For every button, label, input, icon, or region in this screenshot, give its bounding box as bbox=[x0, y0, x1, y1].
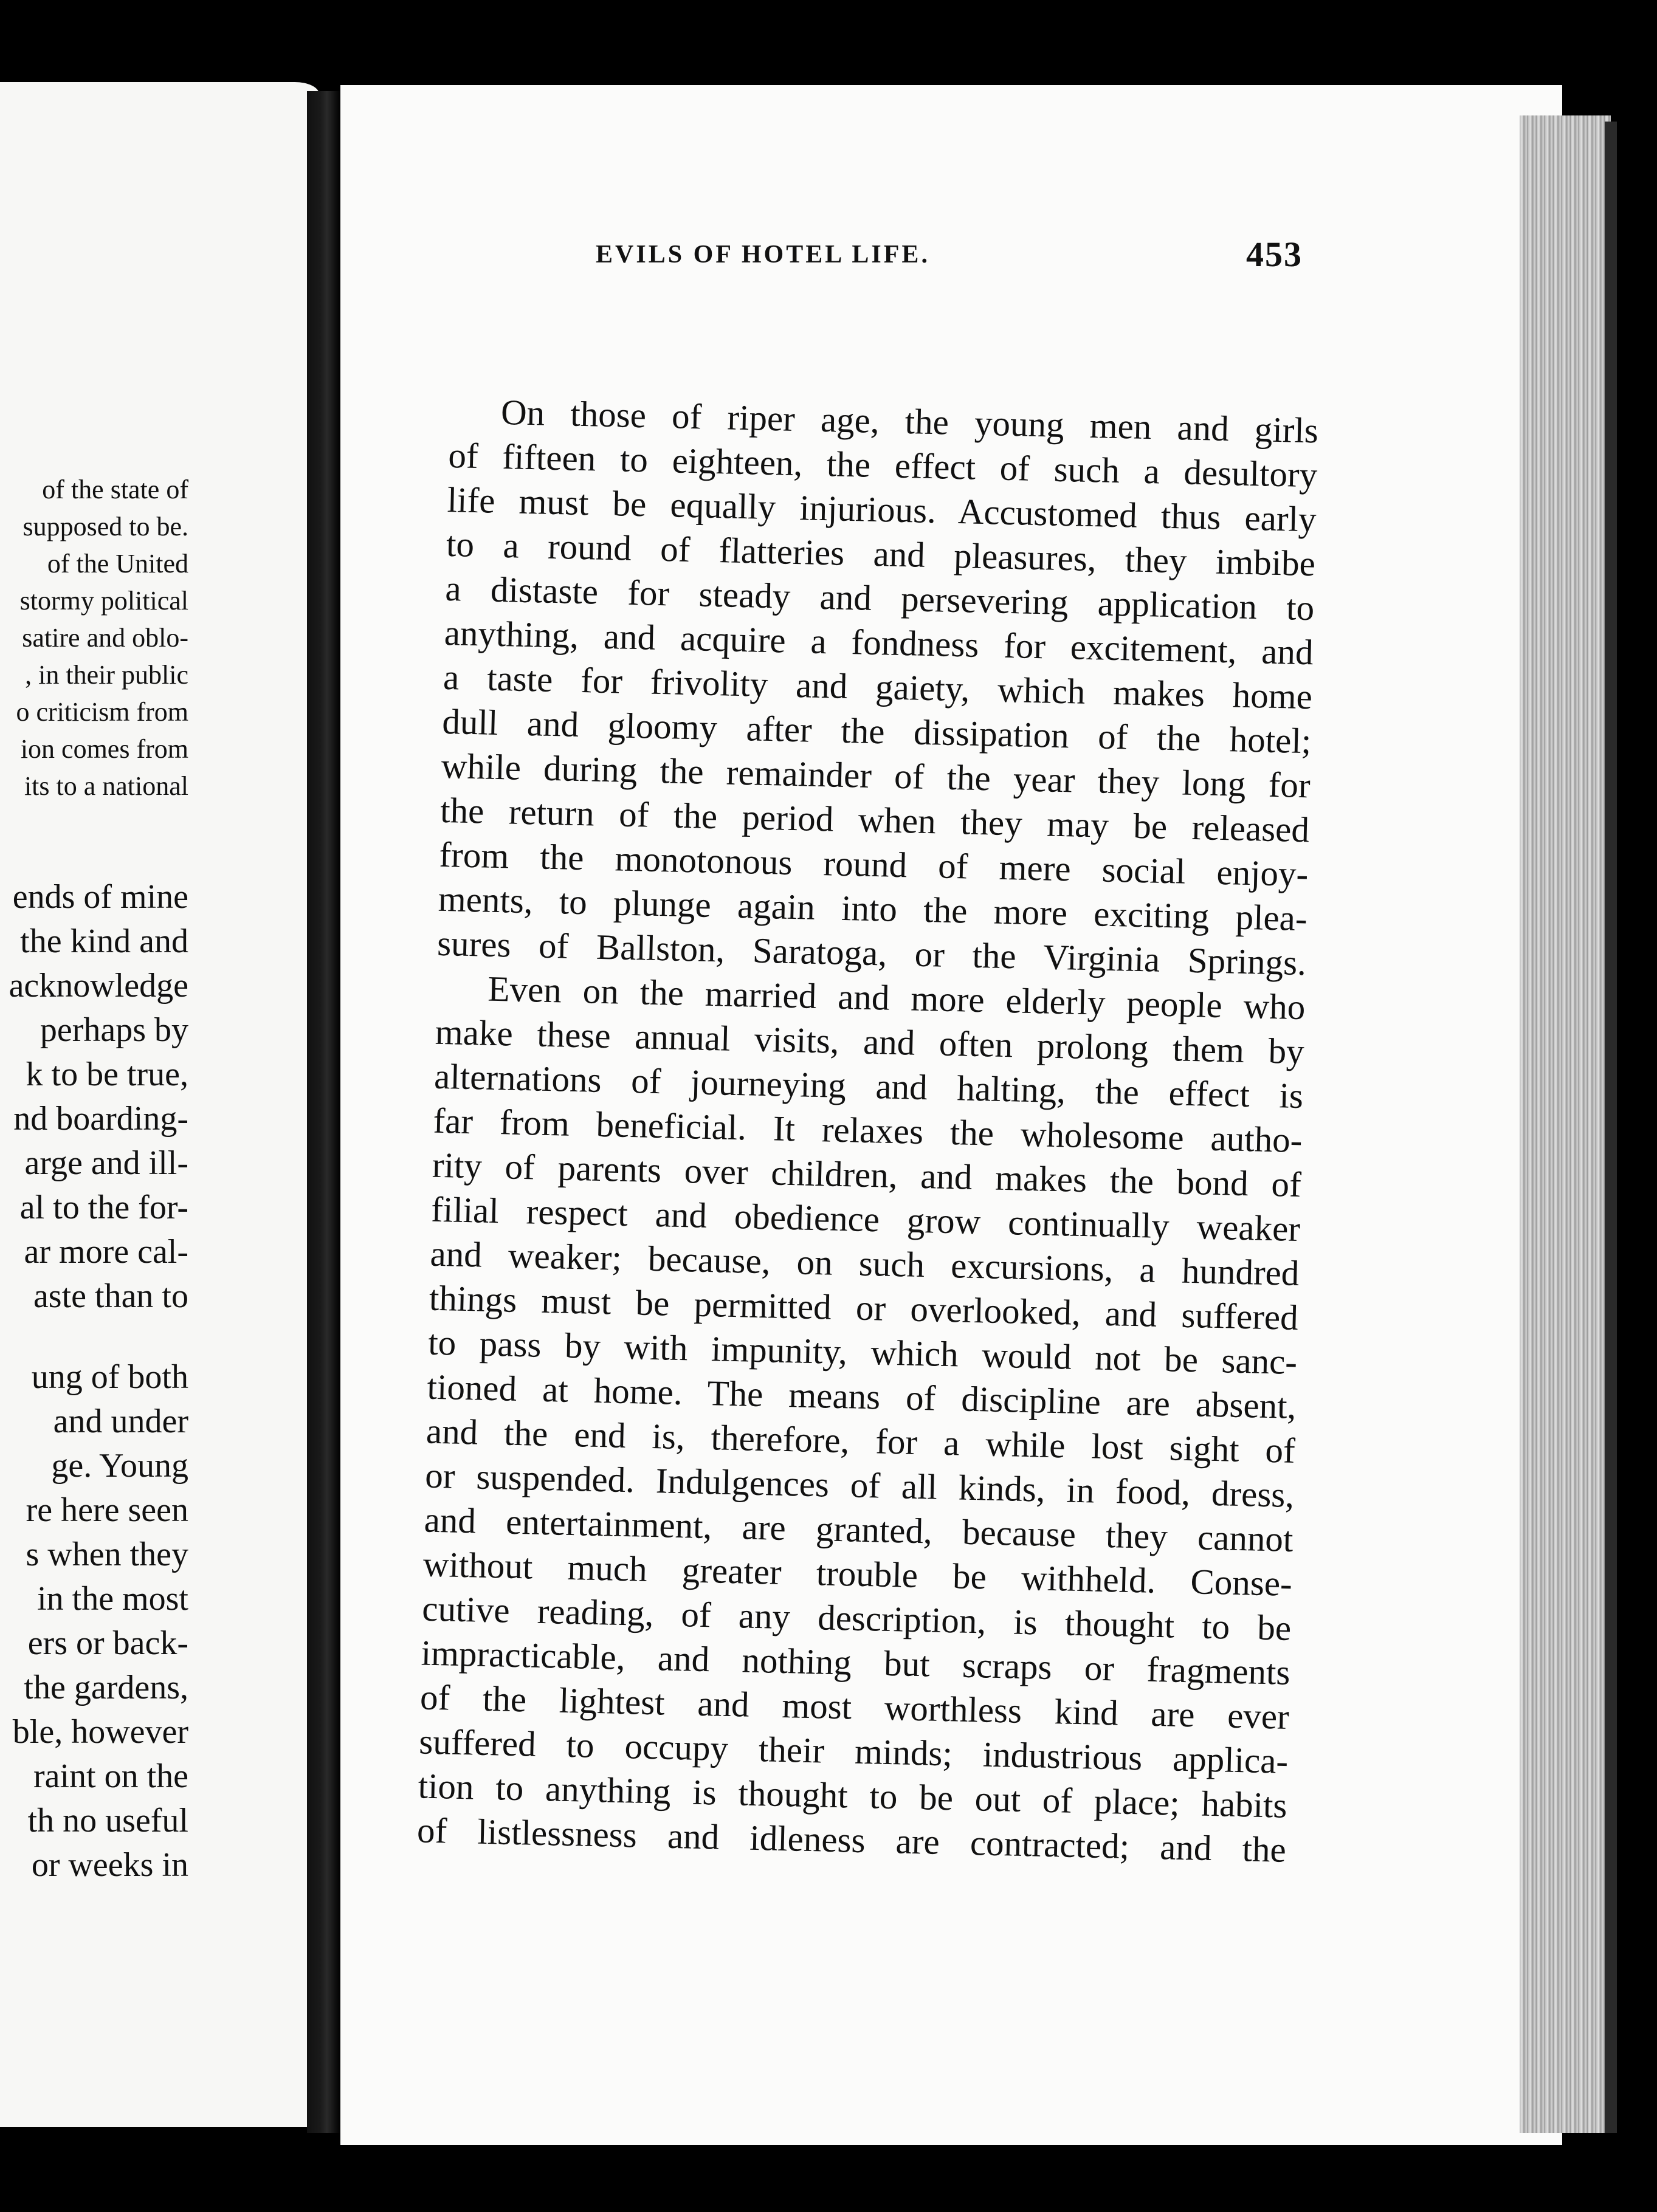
left-text-line: ers or back- bbox=[27, 1624, 188, 1662]
text-line: from the monotonous round of mere social enjoy- bbox=[438, 834, 1309, 895]
page-number: 453 bbox=[1246, 235, 1303, 274]
text-line: of listlessness and idleness are contracted; and the bbox=[416, 1810, 1287, 1870]
body-text bbox=[416, 389, 1318, 1872]
left-text-line: supposed to be. bbox=[22, 512, 188, 541]
text-line: or suspended. Indulgences of all kinds, in food, dress, bbox=[424, 1455, 1295, 1515]
left-text-line: , in their public bbox=[25, 660, 188, 690]
text-line: make these annual visits, and often prolong them by bbox=[435, 1011, 1305, 1072]
left-text-line: the kind and bbox=[20, 922, 188, 960]
left-text-line: ar more cal- bbox=[24, 1233, 188, 1271]
left-text-line: ung of both bbox=[31, 1358, 188, 1396]
text-line: alternations of journeying and halting, the effect is bbox=[433, 1056, 1304, 1116]
page-edges bbox=[1520, 115, 1611, 2133]
text-line: of fifteen to eighteen, the effect of such a desultory bbox=[447, 434, 1318, 495]
left-text-line: o criticism from bbox=[16, 697, 188, 727]
left-text-line: satire and oblo- bbox=[22, 623, 188, 653]
text-line: to a round of flatteries and pleasures, they imbibe bbox=[446, 523, 1316, 584]
text-line: rity of parents over children, and makes the bond of bbox=[432, 1144, 1302, 1205]
text-line: impracticable, and nothing but scraps or fragments bbox=[421, 1632, 1291, 1692]
text-line: ments, to plunge again into the more exciting plea- bbox=[438, 878, 1308, 939]
left-text-line: acknowledge bbox=[9, 967, 188, 1005]
left-page-upper-text bbox=[0, 471, 188, 805]
left-text-line: raint on the bbox=[33, 1757, 188, 1795]
left-text-line: al to the for- bbox=[19, 1189, 188, 1226]
left-page-lower-text bbox=[0, 875, 188, 1887]
left-text-line: ion comes from bbox=[20, 734, 188, 764]
text-line: sures of Ballston, Saratoga, or the Virginia Springs. bbox=[436, 922, 1307, 983]
text-line: while during the remainder of the year they long for bbox=[441, 745, 1311, 806]
left-text-line: in the most bbox=[37, 1580, 188, 1618]
left-text-line: stormy political bbox=[19, 586, 188, 616]
text-line: On those of riper age, the young men and girls bbox=[500, 391, 1319, 451]
text-line: suffered to occupy their minds; industrious applica- bbox=[418, 1721, 1289, 1781]
left-text-line: perhaps by bbox=[40, 1011, 188, 1049]
left-text-line: ble, however bbox=[12, 1713, 188, 1751]
left-page bbox=[0, 82, 319, 2127]
left-text-line: and under bbox=[53, 1403, 188, 1440]
text-line: to pass by with impunity, which would not be sanc- bbox=[427, 1322, 1298, 1382]
left-text-line: s when they bbox=[26, 1536, 188, 1573]
text-line: without much greater trouble be withheld. Conse- bbox=[422, 1544, 1293, 1604]
text-line: a taste for frivolity and gaiety, which makes home bbox=[443, 656, 1313, 717]
text-line: cutive reading, of any description, is thought to be bbox=[421, 1588, 1292, 1648]
text-line: tioned at home. The means of discipline are absent, bbox=[426, 1366, 1297, 1427]
text-line: filial respect and obedience grow continually weaker bbox=[430, 1189, 1301, 1249]
running-head: EVILS OF HOTEL LIFE. bbox=[596, 241, 930, 269]
left-text-line: k to be true, bbox=[26, 1056, 188, 1093]
text-line: and entertainment, are granted, because they cannot bbox=[424, 1499, 1294, 1559]
left-text-line: its to a national bbox=[24, 771, 188, 801]
text-line: life must be equally injurious. Accustomed thus early bbox=[447, 479, 1317, 540]
left-text-line: of the United bbox=[47, 549, 188, 579]
left-text-line: aste than to bbox=[33, 1277, 188, 1315]
left-text-line: nd boarding- bbox=[13, 1100, 188, 1138]
page-edge-shadow bbox=[1605, 122, 1617, 2133]
text-line: and weaker; because, on such excursions, a hundred bbox=[429, 1233, 1300, 1294]
text-line: the return of the period when they may be released bbox=[439, 789, 1310, 850]
text-line: of the lightest and most worthless kind are ever bbox=[419, 1677, 1290, 1737]
left-text-line: re here seen bbox=[26, 1491, 188, 1529]
left-text-line: the gardens, bbox=[24, 1669, 188, 1706]
text-line: things must be permitted or overlooked, and suffered bbox=[429, 1277, 1299, 1338]
left-text-line: or weeks in bbox=[31, 1846, 188, 1884]
left-text-line: th no useful bbox=[27, 1802, 188, 1839]
text-line: and the end is, therefore, for a while lost sight of bbox=[425, 1410, 1296, 1471]
text-line: dull and gloomy after the dissipation of the hotel; bbox=[441, 701, 1312, 761]
left-text-line: arge and ill- bbox=[24, 1144, 188, 1182]
paragraph-gap bbox=[0, 1319, 188, 1355]
text-line: tion to anything is thought to be out of place; habits bbox=[418, 1765, 1288, 1826]
text-line: anything, and acquire a fondness for excitement, and bbox=[444, 612, 1314, 673]
left-text-line: ge. Young bbox=[51, 1447, 188, 1485]
text-line: far from beneficial. It relaxes the wholesome autho- bbox=[432, 1100, 1303, 1161]
text-line: Even on the married and more elderly people who bbox=[487, 968, 1306, 1028]
text-line: a distaste for steady and persevering application to bbox=[444, 568, 1315, 628]
left-text-line: of the state of bbox=[42, 475, 188, 504]
book-gutter bbox=[307, 91, 340, 2133]
left-text-line: ends of mine bbox=[12, 878, 188, 916]
